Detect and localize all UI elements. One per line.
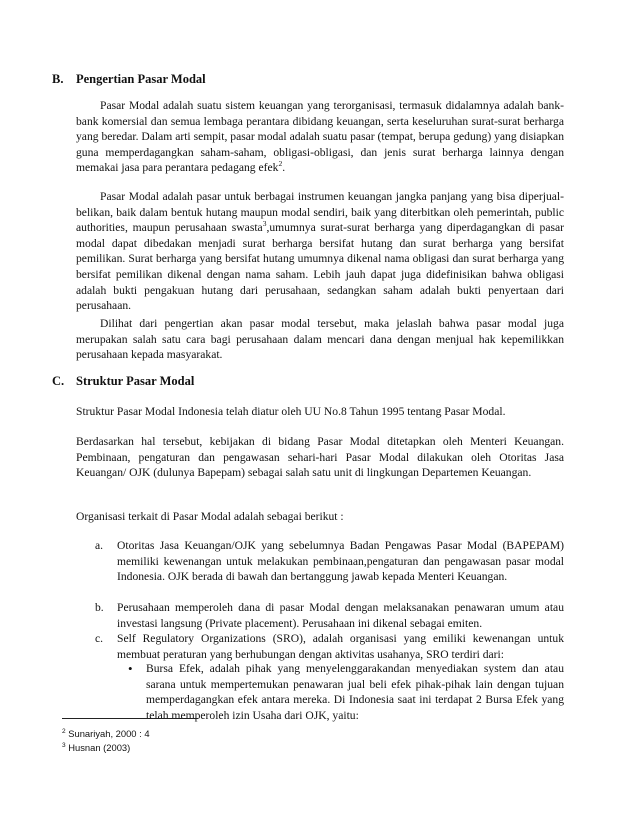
- section-b-title: Pengertian Pasar Modal: [76, 72, 206, 86]
- section-c-number: C.: [52, 374, 65, 388]
- list-item-marker-a: a.: [95, 539, 104, 552]
- section-b-paragraph-3: Dilihat dari pengertian akan pasar modal tersebut, maka jelaslah bahwa pasar modal juga merupakan salah satu cara bagi perusahaan dalam mencari dana dengan menjual hak kepemilikkan perusahaan kepada masyarakat.: [76, 317, 564, 362]
- footnote-ref-3: 3: [262, 219, 267, 229]
- section-c-heading: [52, 374, 194, 389]
- list-item-a: Otoritas Jasa Keuangan/OJK yang sebelumnya Badan Pengawas Pasar Modal (BAPEPAM) memiliki kewenangan untuk melakukan pembinaan,pengaturan dan pengawasan pasar modal Indonesia. OJK berada di bawah dan bertanggung jawab kepada Menteri Keuangan.: [117, 539, 564, 584]
- list-item-marker-c: c.: [95, 632, 104, 645]
- section-b-paragraph-2: Pasar Modal adalah pasar untuk berbagai instrumen keuangan jangka panjang yang bisa diperjual-belikan, baik dalam bentuk hutang maupun modal sendiri, baik yang diterbitkan oleh pemerintah, public authorities, maupun perusahaan swasta$^3$,umumnya surat-surat berharga yang diperdagangkan di pasar modal dapat dibedakan menjadi surat berharga bersifat hutang dan surat berharga yang bersifat pemilikan. Surat berharga yang bersifat hutang umumnya dikenal nama obligasi dan surat berharga yang bersifat pemilikan dikenal dengan nama saham. Lebih jauh dapat juga didefinisikan bahwa obligasi adalah bukti pengakuan hutang dari perusahaan, sedangkan saham adalah bukti penyertaan dari perusahaan.: [76, 190, 564, 313]
- footnote-separator: [62, 718, 198, 719]
- footnote-ref-2: 2: [278, 159, 283, 169]
- section-c-title: Struktur Pasar Modal: [76, 374, 195, 388]
- list-item-b: Perusahaan memperoleh dana di pasar Modal dengan melaksanakan penawaran umum atau investasi langsung (Private placement). Perusahaan ini dikenal sebagai emiten.: [117, 601, 564, 630]
- list-item-c: Self Regulatory Organizations (SRO), adalah organisasi yang emiliki kewenangan untuk membuat peraturan yang berhubungan dengan aktivitas usahanya, SRO terdiri dari:: [117, 632, 564, 661]
- section-b-heading: [52, 72, 206, 87]
- section-c-paragraph-3: Organisasi terkait di Pasar Modal adalah sebagai berikut :: [76, 510, 344, 523]
- footnote-3: $^3$ Husnan (2003): [62, 742, 131, 754]
- list-item-marker-b: b.: [95, 601, 104, 614]
- bullet-icon: •: [128, 661, 133, 676]
- section-b-paragraph-1: Pasar Modal adalah suatu sistem keuangan yang terorganisasi, termasuk didalamnya adalah bank-bank komersial dan semua lembaga perantara dibidang keuangan, serta keseluruhan surat-surat berharga yang beredar. Dalam arti sempit, pasar modal adalah suatu pasar (tempat, berupa gedung) yang disiapkan guna memperdagangkan saham-saham, obligasi-obligasi, dan jenis surat berharga lainnya dengan memakai jasa para perantara pedagang efek$^2$.: [76, 99, 564, 175]
- footnote-2: $^2$ Sunariyah, 2000 : 4: [62, 728, 150, 740]
- section-c-paragraph-2: Berdasarkan hal tersebut, kebijakan di bidang Pasar Modal ditetapkan oleh Menteri Keuangan. Pembinaan, pengaturan dan pengawasan sehari-hari Pasar Modal dilakukan oleh Otoritas Jasa Keuangan/ OJK (dulunya Bapepam) sebagai salah satu unit di lingkungan Departemen Keuangan.: [76, 435, 564, 480]
- section-c-paragraph-1: Struktur Pasar Modal Indonesia telah diatur oleh UU No.8 Tahun 1995 tentang Pasar Modal.: [76, 405, 506, 418]
- section-b-number: B.: [52, 72, 64, 86]
- bullet-item-bursa-efek: Bursa Efek, adalah pihak yang menyelenggarakandan menyediakan system dan atau sarana untuk mempertemukan penawaran jual beli efek pihak-pihak lain dengan tujuan memperdagangkan efek antara mereka. Di Indonesia saat ini terdapat 2 Bursa Efek yang telah memperoleh izin Usaha dari OJK, yaitu:: [146, 662, 564, 722]
